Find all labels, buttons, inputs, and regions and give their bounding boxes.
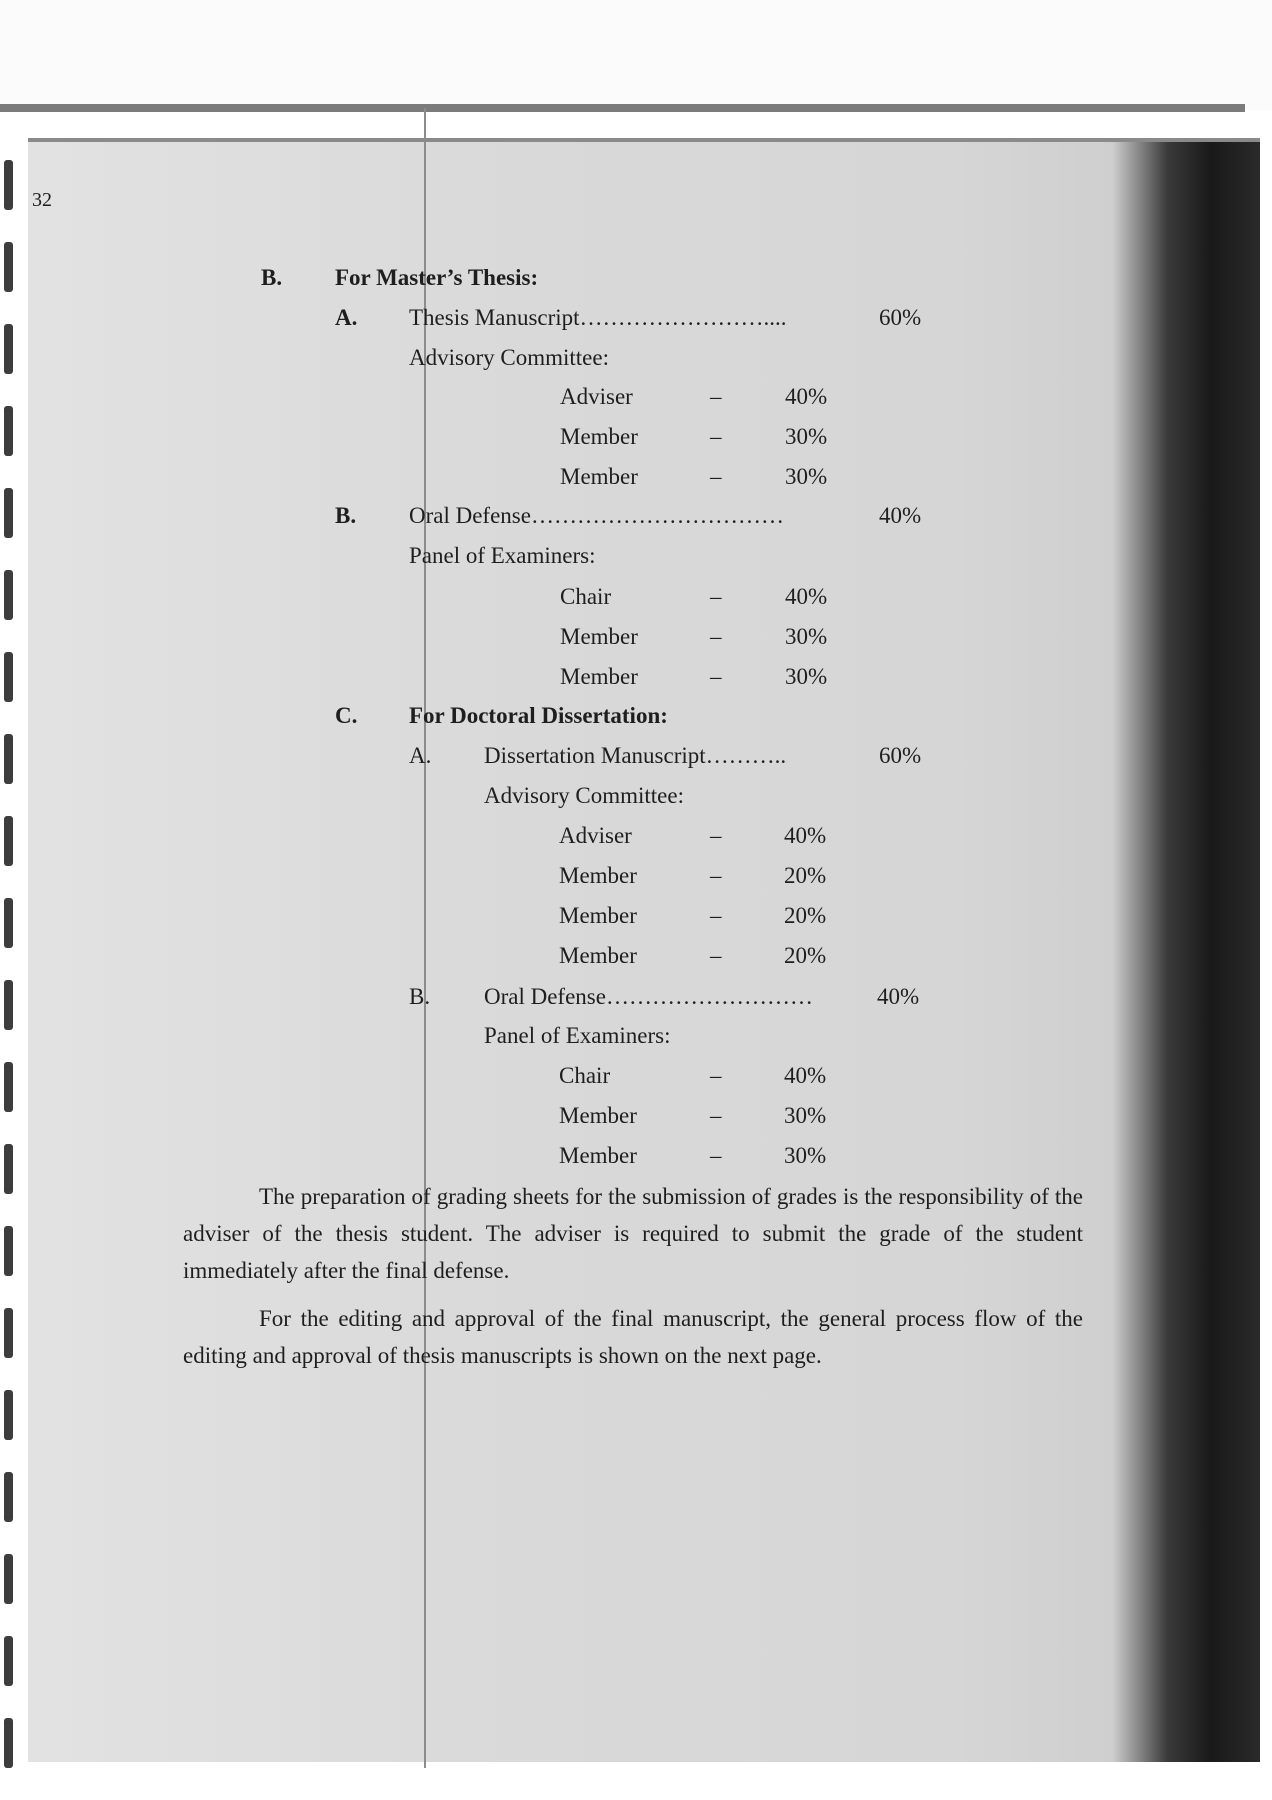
role-percent: 40%	[784, 1063, 827, 1088]
binding-hole	[4, 1554, 13, 1604]
binding-hole	[4, 1226, 13, 1276]
dash: –	[710, 823, 722, 848]
role-label: Member	[560, 464, 638, 489]
item-percent: 40%	[879, 503, 922, 528]
binding-hole	[4, 1472, 13, 1522]
role-label: Member	[559, 1143, 637, 1168]
paragraph	[183, 1178, 1083, 1289]
item-letter: A.	[335, 305, 358, 330]
dash: –	[710, 863, 722, 888]
binding-hole	[4, 734, 13, 784]
role-label: Member	[560, 664, 638, 689]
item-letter: A.	[409, 743, 432, 768]
role-percent: 30%	[784, 1103, 827, 1128]
binding-hole	[4, 570, 13, 620]
role-percent: 40%	[785, 584, 828, 609]
binding-hole	[4, 980, 13, 1030]
committee-label: Advisory Committee:	[484, 783, 684, 808]
scanned-page	[28, 138, 1260, 1762]
paragraph	[183, 1300, 1083, 1374]
role-percent: 40%	[785, 384, 828, 409]
page-number: 32	[32, 189, 52, 211]
binding-hole	[4, 898, 13, 948]
dash: –	[710, 1103, 722, 1128]
role-percent: 20%	[784, 943, 827, 968]
binding-hole	[4, 1308, 13, 1358]
dash: –	[710, 424, 722, 449]
panel-label: Panel of Examiners:	[484, 1023, 671, 1048]
item-label: Thesis Manuscript……………………....	[409, 305, 787, 330]
dash: –	[710, 1143, 722, 1168]
item-percent: 40%	[877, 984, 920, 1009]
role-label: Member	[559, 1103, 637, 1128]
role-label: Chair	[560, 584, 612, 609]
dash: –	[710, 1063, 722, 1088]
binding-hole	[4, 1718, 13, 1768]
dash: –	[710, 624, 722, 649]
scan-top-margin	[0, 0, 1272, 110]
dash: –	[710, 384, 722, 409]
binding-hole	[4, 652, 13, 702]
panel-label: Panel of Examiners:	[409, 543, 596, 568]
paragraph-text: For the editing and approval of the final manuscript, the general process flow of the editing and approval of thesis manuscripts is shown on the next page.	[183, 1306, 1083, 1368]
role-percent: 30%	[784, 1143, 827, 1168]
dash: –	[710, 903, 722, 928]
dash: –	[710, 664, 722, 689]
role-percent: 20%	[784, 903, 827, 928]
binding-hole	[4, 160, 13, 210]
item-percent: 60%	[879, 743, 922, 768]
item-letter: B.	[409, 984, 431, 1009]
role-label: Chair	[559, 1063, 611, 1088]
paragraph-text: The preparation of grading sheets for the submission of grades is the responsibility of the adviser of the thesis student. The adviser is required to submit the grade of the student immediately after the final defense.	[183, 1184, 1083, 1283]
role-label: Member	[560, 424, 638, 449]
binding-hole	[4, 242, 13, 292]
role-percent: 30%	[785, 624, 828, 649]
scan-edge-line	[0, 104, 1245, 112]
role-label: Adviser	[560, 384, 633, 409]
role-label: Member	[559, 943, 637, 968]
role-label: Member	[559, 863, 637, 888]
role-label: Member	[560, 624, 638, 649]
dash: –	[710, 584, 722, 609]
section-title: For Master’s Thesis:	[335, 265, 539, 290]
role-percent: 20%	[784, 863, 827, 888]
dash: –	[710, 943, 722, 968]
section-letter: C.	[335, 703, 358, 728]
role-percent: 30%	[785, 424, 828, 449]
role-percent: 30%	[785, 464, 828, 489]
binding-hole	[4, 1390, 13, 1440]
binding-hole	[4, 1636, 13, 1686]
role-percent: 40%	[784, 823, 827, 848]
section-title: For Doctoral Dissertation:	[409, 703, 668, 728]
binding-hole	[4, 488, 13, 538]
item-percent: 60%	[879, 305, 922, 330]
binding-hole	[4, 816, 13, 866]
dash: –	[710, 464, 722, 489]
item-label: Oral Defense……………………………	[409, 503, 784, 528]
binding-hole	[4, 324, 13, 374]
binding-hole	[4, 1062, 13, 1112]
role-percent: 30%	[785, 664, 828, 689]
binding-hole	[4, 1144, 13, 1194]
item-label: Dissertation Manuscript………..	[484, 743, 787, 768]
binding-hole	[4, 406, 13, 456]
role-label: Adviser	[559, 823, 632, 848]
committee-label: Advisory Committee:	[409, 345, 609, 370]
role-label: Member	[559, 903, 637, 928]
item-letter: B.	[335, 503, 357, 528]
item-label: Oral Defense………………………	[484, 984, 813, 1009]
section-letter: B.	[261, 265, 283, 290]
